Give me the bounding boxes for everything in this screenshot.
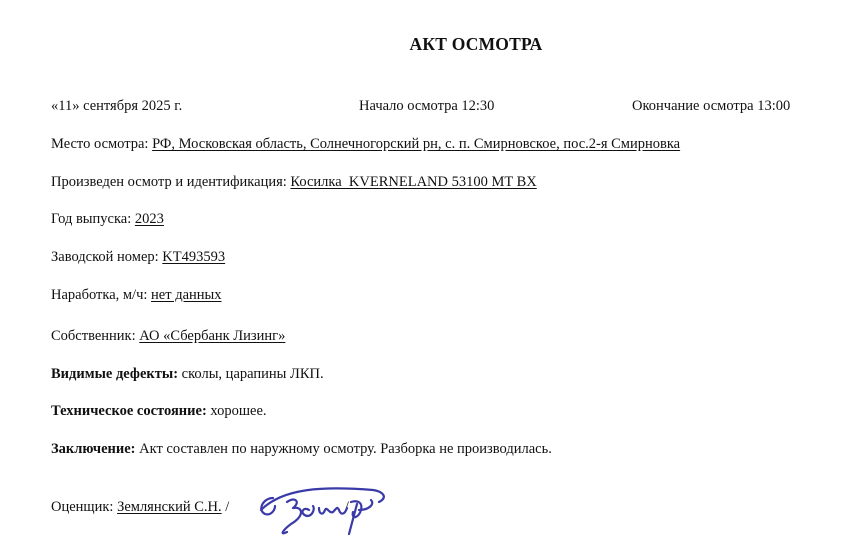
signature-slash-close: / <box>341 499 349 515</box>
hours-row <box>51 287 222 304</box>
condition-label: Техническое состояние: <box>51 403 207 419</box>
year-label: Год выпуска: <box>51 211 135 227</box>
serial-value: KT493593 <box>162 249 226 265</box>
conclusion-label: Заключение: <box>51 441 136 457</box>
inspection-date: «11» сентября 2025 г. <box>51 98 183 114</box>
conclusion-row <box>51 441 552 458</box>
year-value: 2023 <box>134 211 164 227</box>
hours-label: Наработка, м/ч: <box>51 287 152 303</box>
condition-row <box>51 403 267 420</box>
owner-row <box>51 328 285 345</box>
year-row <box>51 211 164 228</box>
identification-value: Косилка KVERNELAND 53100 MT BX <box>290 174 537 190</box>
owner-label: Собственник: <box>51 328 140 344</box>
inspection-place-value: РФ, Московская область, Солнечногорский рн, с. п. Смирновское, пос.2-я Смирновка <box>152 136 681 152</box>
inspection-place-label: Место осмотра: <box>51 136 153 152</box>
serial-row <box>51 249 225 266</box>
appraiser-name: Землянский С.Н. <box>117 499 222 515</box>
appraiser-label: Оценщик: <box>51 499 118 515</box>
document-title: АКТ ОСМОТРА <box>409 34 543 54</box>
owner-value: АО «Сбербанк Лизинг» <box>139 328 286 344</box>
inspection-end-time: Окончание осмотра 13:00 <box>632 98 791 114</box>
defects-label: Видимые дефекты: <box>51 366 179 382</box>
identification-label: Произведен осмотр и идентификация: <box>51 174 291 190</box>
handwritten-signature <box>253 480 393 538</box>
defects-value: сколы, царапины ЛКП. <box>178 366 324 382</box>
defects-row <box>51 366 324 383</box>
serial-label: Заводской номер: <box>51 249 163 265</box>
conclusion-value: Акт составлен по наружному осмотру. Разборка не производилась. <box>135 441 552 457</box>
condition-value: хорошее. <box>206 403 267 419</box>
inspection-place-row <box>51 136 680 153</box>
hours-value: нет данных <box>151 287 222 303</box>
identification-row <box>51 174 537 191</box>
inspection-start-time: Начало осмотра 12:30 <box>359 98 495 114</box>
signature-slash-open: / <box>221 499 230 515</box>
